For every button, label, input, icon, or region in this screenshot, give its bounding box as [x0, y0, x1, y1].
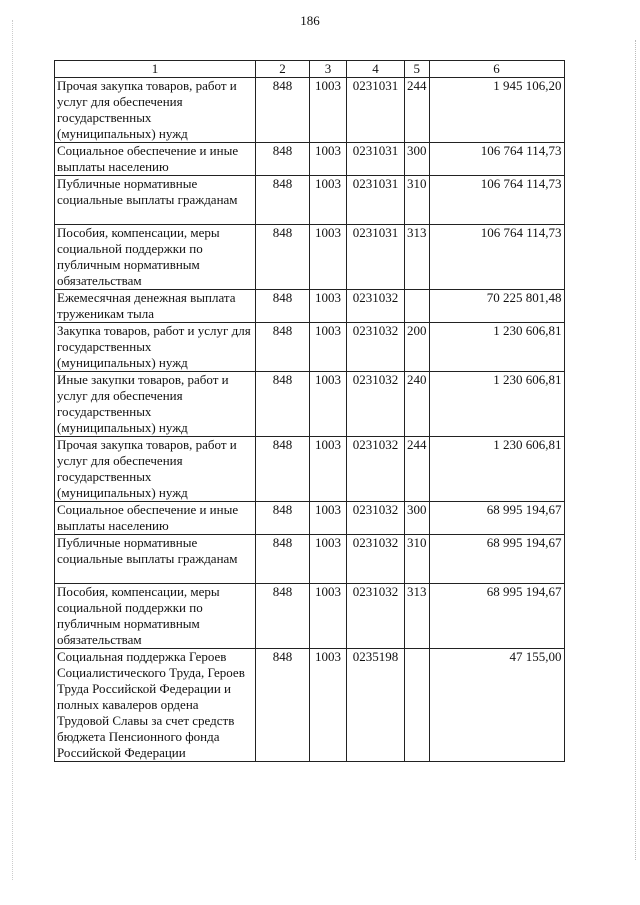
table-row: [55, 143, 565, 176]
row-name: Пособия, компенсации, меры социальной поддержки по публичным нормативным обязательствам: [55, 584, 256, 649]
row-target-code: 0231032: [347, 290, 405, 323]
header-col-6: 6: [429, 61, 564, 78]
row-expense-type: [405, 290, 430, 323]
row-amount: 106 764 114,73: [429, 143, 564, 176]
row-name: Иные закупки товаров, работ и услуг для обеспечения государственных (муниципальных) нужд: [55, 372, 256, 437]
row-expense-type: 300: [405, 143, 430, 176]
row-section-code: 1003: [310, 225, 347, 290]
row-admin-code: 848: [256, 437, 310, 502]
row-section-code: 1003: [310, 584, 347, 649]
row-amount: 68 995 194,67: [429, 535, 564, 584]
header-col-4: 4: [347, 61, 405, 78]
row-expense-type: 310: [405, 176, 430, 225]
row-section-code: 1003: [310, 290, 347, 323]
row-amount: 106 764 114,73: [429, 176, 564, 225]
row-section-code: 1003: [310, 143, 347, 176]
row-admin-code: 848: [256, 143, 310, 176]
row-section-code: 1003: [310, 372, 347, 437]
row-admin-code: 848: [256, 225, 310, 290]
row-section-code: 1003: [310, 649, 347, 762]
header-col-5: 5: [405, 61, 430, 78]
row-admin-code: 848: [256, 535, 310, 584]
row-expense-type: 240: [405, 372, 430, 437]
table-row: [55, 78, 565, 143]
table-row: [55, 437, 565, 502]
table-row: [55, 502, 565, 535]
table-row: [55, 584, 565, 649]
row-target-code: 0231031: [347, 143, 405, 176]
row-name: Социальное обеспечение и иные выплаты населению: [55, 502, 256, 535]
header-col-2: 2: [256, 61, 310, 78]
row-target-code: 0231032: [347, 502, 405, 535]
row-admin-code: 848: [256, 372, 310, 437]
row-expense-type: 310: [405, 535, 430, 584]
table-row: [55, 290, 565, 323]
table-row: [55, 535, 565, 584]
row-section-code: 1003: [310, 502, 347, 535]
row-amount: 68 995 194,67: [429, 502, 564, 535]
header-col-1: 1: [55, 61, 256, 78]
row-amount: 47 155,00: [429, 649, 564, 762]
scan-edge-right: [634, 40, 636, 860]
row-target-code: 0231031: [347, 78, 405, 143]
table-row: [55, 323, 565, 372]
row-admin-code: 848: [256, 584, 310, 649]
table-row: [55, 372, 565, 437]
table-row: [55, 649, 565, 762]
row-expense-type: 313: [405, 225, 430, 290]
row-amount: 1 230 606,81: [429, 323, 564, 372]
row-expense-type: 313: [405, 584, 430, 649]
table-header-row: [55, 61, 565, 78]
row-name: Ежемесячная денежная выплата труженикам тыла: [55, 290, 256, 323]
row-admin-code: 848: [256, 649, 310, 762]
row-name: Прочая закупка товаров, работ и услуг для обеспечения государственных (муниципальных) нужд: [55, 437, 256, 502]
row-target-code: 0231032: [347, 372, 405, 437]
row-admin-code: 848: [256, 176, 310, 225]
row-target-code: 0231032: [347, 323, 405, 372]
row-section-code: 1003: [310, 535, 347, 584]
row-amount: 70 225 801,48: [429, 290, 564, 323]
row-amount: 1 230 606,81: [429, 437, 564, 502]
row-name: Публичные нормативные социальные выплаты гражданам: [55, 176, 256, 225]
row-name: Прочая закупка товаров, работ и услуг для обеспечения государственных (муниципальных) нужд: [55, 78, 256, 143]
row-admin-code: 848: [256, 290, 310, 323]
table-row: [55, 176, 565, 225]
row-expense-type: 244: [405, 437, 430, 502]
row-target-code: 0231031: [347, 225, 405, 290]
row-admin-code: 848: [256, 502, 310, 535]
row-expense-type: [405, 649, 430, 762]
row-target-code: 0231031: [347, 176, 405, 225]
row-expense-type: 200: [405, 323, 430, 372]
row-expense-type: 244: [405, 78, 430, 143]
row-section-code: 1003: [310, 78, 347, 143]
row-amount: 1 230 606,81: [429, 372, 564, 437]
row-admin-code: 848: [256, 323, 310, 372]
row-target-code: 0235198: [347, 649, 405, 762]
row-amount: 68 995 194,67: [429, 584, 564, 649]
row-name: Закупка товаров, работ и услуг для государственных (муниципальных) нужд: [55, 323, 256, 372]
header-col-3: 3: [310, 61, 347, 78]
row-name: Пособия, компенсации, меры социальной поддержки по публичным нормативным обязательствам: [55, 225, 256, 290]
row-target-code: 0231032: [347, 584, 405, 649]
page-number: 186: [300, 13, 320, 28]
row-section-code: 1003: [310, 437, 347, 502]
budget-table: [54, 60, 565, 762]
scan-edge-left: [12, 20, 14, 880]
row-section-code: 1003: [310, 176, 347, 225]
row-target-code: 0231032: [347, 437, 405, 502]
row-amount: 106 764 114,73: [429, 225, 564, 290]
row-name: Социальное обеспечение и иные выплаты населению: [55, 143, 256, 176]
row-admin-code: 848: [256, 78, 310, 143]
row-section-code: 1003: [310, 323, 347, 372]
row-amount: 1 945 106,20: [429, 78, 564, 143]
row-name: Социальная поддержка Героев Социалистического Труда, Героев Труда Российской Федерации и полных кавалеров ордена Трудовой Славы за счет средств бюджета Пенсионного фонда Российской Федерации: [55, 649, 256, 762]
table-row: [55, 225, 565, 290]
row-target-code: 0231032: [347, 535, 405, 584]
row-expense-type: 300: [405, 502, 430, 535]
row-name: Публичные нормативные социальные выплаты гражданам: [55, 535, 256, 584]
